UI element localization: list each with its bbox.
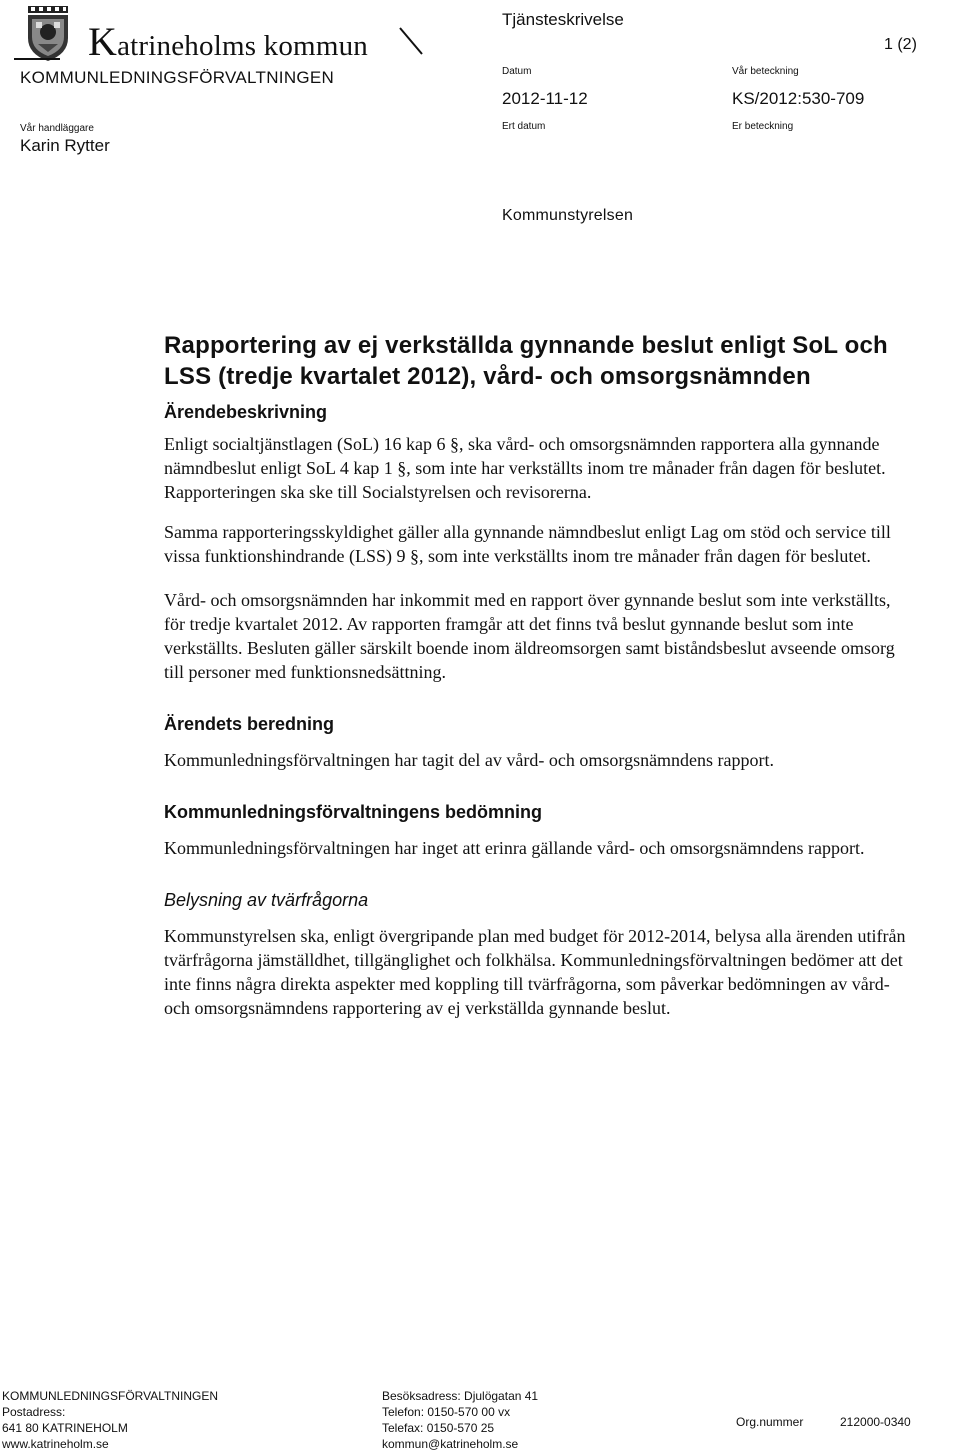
document-body (164, 330, 909, 1020)
ert-datum-label: Ert datum (502, 121, 546, 132)
recipient: Kommunstyrelsen (502, 207, 634, 224)
paragraph-belysning: Kommunstyrelsen ska, enligt övergripande plan med budget för 2012-2014, belysa alla ärenden utifrån tvärfrågorna jämställdhet, tillgänglighet och folkhälsa. Kommunledningsförvaltningen bedömer att det inte finns några direkta aspekter med koppling till tvärfrågorna, som påverkar bedömningen av vård- och omsorgsnämndens rapportering av ej verkställda gynnande beslut. (164, 926, 906, 1018)
paragraph-arendebeskrivning-3: Vård- och omsorgsnämnden har inkommit med en rapport över gynnande beslut som inte verkställts, för tredje kvartalet 2012. Av rapporten framgår att det finns två beslut gynnande beslut som inte verkställts. Besluten gäller särskilt boende inom äldreomsorgen samt biståndsbeslut avseende omsorg till personer med funktionsnedsättning. (164, 590, 895, 682)
section-heading-bedomning: Kommunledningsförvaltningens bedömning (164, 802, 542, 822)
paragraph-arendebeskrivning-1: Enligt socialtjänstlagen (SoL) 16 kap 6 §, ska vård- och omsorgsnämnden rapportera alla gynnande nämndbeslut enligt SoL 4 kap 1 §, som inte har verkställts inom tre månader från dagen för beslutet. Rapporteringen ska ske till Socialstyrelsen och revisorerna. (164, 434, 886, 502)
footer-email-link[interactable]: kommun@katrineholm.se (382, 1437, 519, 1451)
paragraph-bedomning: Kommunledningsförvaltningen har inget att erinra gällande vård- och omsorgsnämndens rapport. (164, 838, 865, 858)
var-beteckning-label: Vår beteckning (732, 66, 799, 77)
datum-label: Datum (502, 66, 532, 77)
section-heading-belysning: Belysning av tvärfrågorna (164, 890, 369, 910)
page-number: 1 (2) (884, 36, 917, 53)
municipality-name-rest: atrineholms kommun (117, 30, 368, 62)
header-rule (14, 58, 60, 60)
footer-org-label: Org.nummer (736, 1415, 804, 1429)
footer-postadress-label: Postadress: (2, 1405, 66, 1419)
paragraph-beredning: Kommunledningsförvaltningen har tagit del av vård- och omsorgsnämndens rapport. (164, 750, 775, 770)
footer-website-link[interactable]: www.katrineholm.se (2, 1437, 109, 1451)
footer-postadress: 641 80 KATRINEHOLM (2, 1421, 128, 1435)
municipality-initial: K (88, 19, 118, 64)
er-beteckning-label: Er beteckning (732, 121, 794, 132)
department-name: KOMMUNLEDNINGSFÖRVALTNINGEN (20, 68, 335, 87)
document-type: Tjänsteskrivelse (502, 10, 624, 29)
municipality-name (88, 18, 368, 65)
handlaggare-label: Vår handläggare (20, 123, 94, 134)
section-heading-arendebeskrivning: Ärendebeskrivning (164, 402, 328, 422)
datum-value: 2012-11-12 (502, 89, 588, 108)
logo-slash-mark (398, 26, 424, 56)
handlaggare-name: Karin Rytter (20, 136, 110, 155)
footer-telefon: Telefon: 0150-570 00 vx (382, 1405, 511, 1419)
footer-telefax: Telefax: 0150-570 25 (382, 1421, 495, 1435)
var-beteckning-value: KS/2012:530-709 (732, 89, 865, 108)
document-title: Rapportering av ej verkställda gynnande beslut enligt SoL och LSS (tredje kvartalet 2012), vård- och omsorgsnämnden (164, 332, 888, 390)
paragraph-arendebeskrivning-2: Samma rapporteringsskyldighet gäller alla gynnande nämndbeslut enligt Lag om stöd och service till vissa funktionshindrande (LSS) 9 §, som inte verkställts inom tre månader från dagen för beslutet. (164, 522, 891, 566)
section-heading-beredning: Ärendets beredning (164, 714, 335, 734)
footer-besoksadress: Besöksadress: Djulögatan 41 (382, 1389, 539, 1403)
footer-org-number: 212000-0340 (840, 1415, 911, 1429)
municipal-crest-icon (22, 6, 74, 62)
footer-department: KOMMUNLEDNINGSFÖRVALTNINGEN (2, 1389, 219, 1403)
